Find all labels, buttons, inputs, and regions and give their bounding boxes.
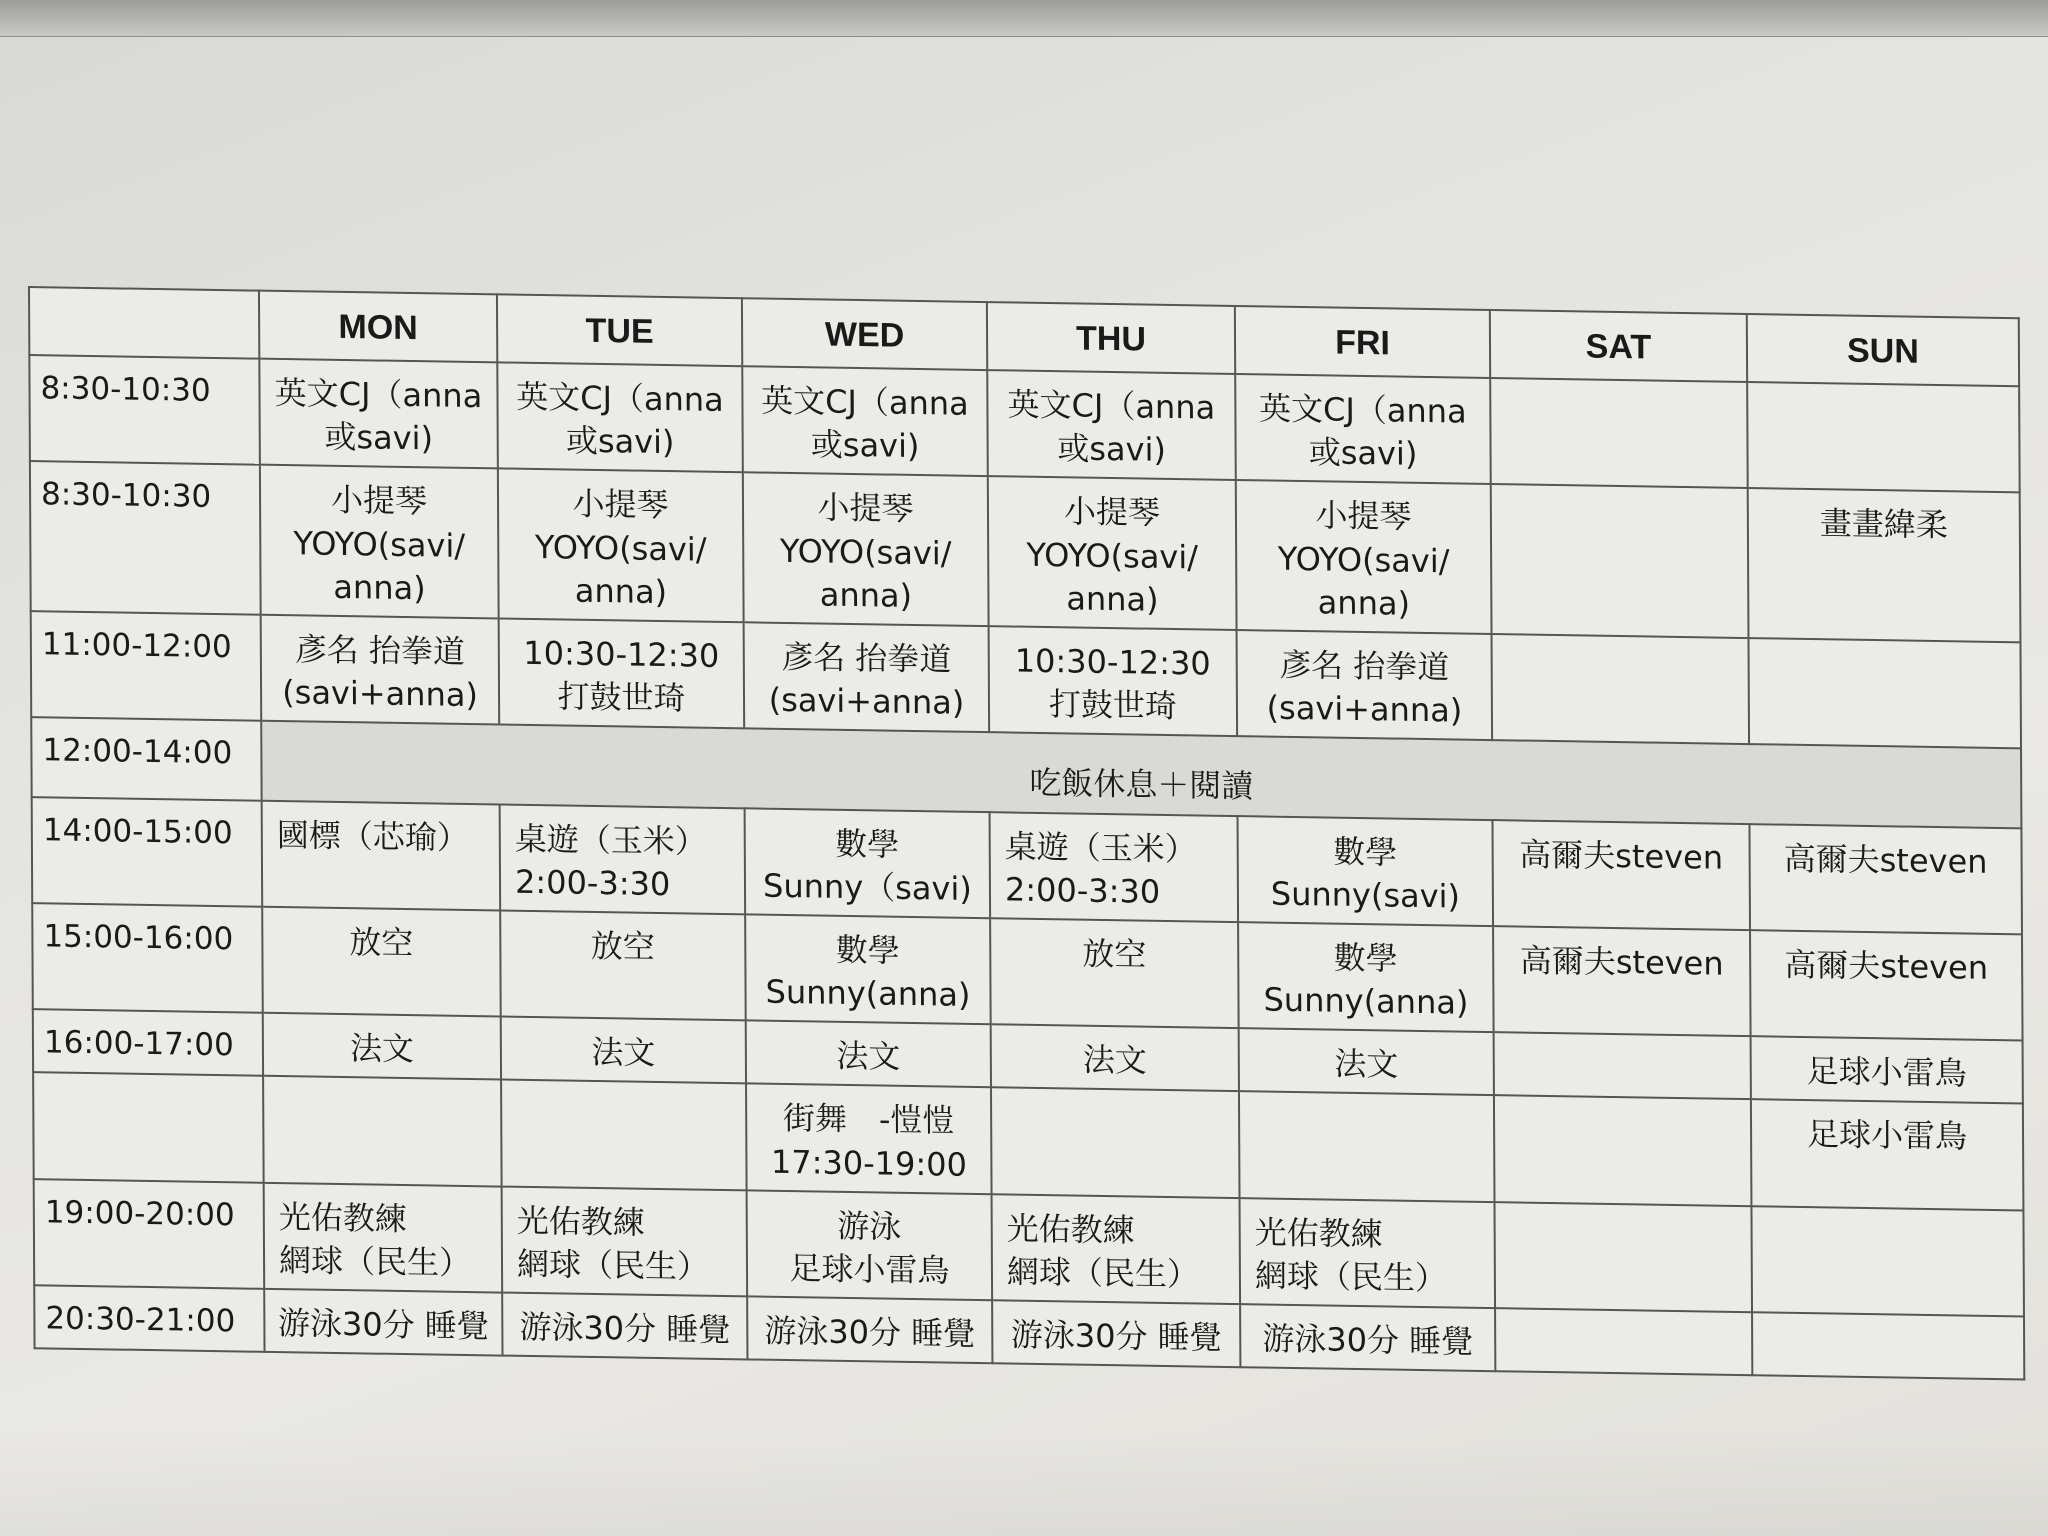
activity-text: 小提琴 (330, 481, 428, 521)
activity-text: 數學 (1333, 832, 1398, 872)
activity-cell-sat (1494, 1202, 1752, 1312)
activity-text: 網球（民生） (516, 1244, 710, 1286)
activity-cell-mon (259, 359, 498, 469)
activity-text: anna) (333, 567, 426, 608)
time-slot-cell: 16:00-17:00 (33, 1009, 263, 1076)
activity-text: 10:30-12:30 (1014, 641, 1211, 683)
activity-text: 英文CJ（anna (1258, 389, 1467, 431)
activity-text: 英文CJ（anna (274, 373, 483, 416)
activity-text: 法文 (349, 1029, 415, 1069)
time-slot-cell: 8:30-10:30 (29, 355, 260, 465)
activity-text: 光佑教練 (278, 1197, 407, 1238)
activity-cell-fri (1239, 1028, 1494, 1095)
day-header-fri: FRI (1235, 306, 1490, 378)
activity-cell-fri (1240, 1198, 1496, 1308)
activity-text: (savi+anna) (282, 673, 478, 715)
activity-cell-tue (501, 1017, 746, 1084)
day-header-sat: SAT (1490, 310, 1747, 382)
activity-cell-mon (264, 1183, 503, 1293)
activity-text: 游泳30分 睡覺 (519, 1308, 731, 1350)
activity-cell-wed (744, 622, 990, 732)
time-slot-cell: 20:30-21:00 (34, 1285, 264, 1352)
activity-text: 放空 (590, 926, 655, 966)
activity-text: YOYO(savi/ (779, 531, 952, 573)
activity-text: 小提琴 (1315, 496, 1412, 537)
activity-text: 2:00-3:30 (1004, 870, 1161, 911)
activity-cell-thu (988, 476, 1237, 629)
activity-text: anna) (1066, 579, 1159, 619)
activity-text: 小提琴 (1063, 492, 1161, 533)
activity-cell-tue (502, 1293, 747, 1360)
activity-text: 17:30-19:00 (770, 1142, 967, 1184)
activity-cell-fri (1238, 922, 1494, 1032)
activity-text: (savi+anna) (768, 680, 965, 722)
activity-text: 光佑教練 (1006, 1209, 1135, 1250)
activity-text: 桌遊（玉米） (1004, 826, 1197, 868)
activity-cell-wed (747, 1297, 992, 1364)
activity-cell-sun (1749, 824, 2022, 935)
activity-text: YOYO(savi/ (1026, 535, 1199, 576)
activity-text: Sunny(savi) (1270, 874, 1461, 916)
day-header-sun: SUN (1747, 314, 2019, 386)
activity-text: 小提琴 (817, 488, 914, 529)
activity-text: 法文 (591, 1033, 656, 1073)
activity-text: 桌遊（玉米） (514, 819, 707, 861)
activity-cell-fri (1240, 1304, 1495, 1371)
activity-text: 或savi) (1057, 429, 1167, 470)
activity-text: 2:00-3:30 (514, 862, 671, 903)
activity-text: 足球小雷鳥 (789, 1249, 950, 1290)
activity-cell-sun (1750, 930, 2023, 1041)
desk-shadow (0, 1430, 2048, 1536)
activity-text: 游泳30分 睡覺 (277, 1304, 489, 1346)
activity-text: 光佑教練 (516, 1201, 645, 1242)
activity-cell-sun (1748, 488, 2021, 642)
time-slot-cell: 14:00-15:00 (32, 797, 263, 907)
activity-text: 足球小雷鳥 (1806, 1115, 1968, 1157)
activity-cell-thu (991, 1024, 1239, 1091)
activity-text: 10:30-12:30 (523, 633, 720, 675)
day-header-tue: TUE (497, 294, 742, 366)
activity-text: 或savi) (324, 417, 434, 458)
activity-cell-tue (500, 804, 746, 914)
activity-text: 或savi) (1308, 433, 1418, 474)
activity-text: 英文CJ（anna (761, 381, 969, 423)
activity-cell-mon (262, 907, 501, 1017)
time-slot-cell: 12:00-14:00 (31, 717, 261, 800)
activity-text: Sunny(anna) (1263, 980, 1469, 1022)
activity-cell-wed (746, 1021, 991, 1088)
activity-cell-wed (747, 1190, 993, 1300)
time-slot-cell: 8:30-10:30 (30, 461, 261, 614)
activity-text: 足球小雷鳥 (1806, 1052, 1967, 1093)
activity-text: 打鼓世琦 (557, 677, 686, 718)
activity-cell-sat (1493, 926, 1751, 1036)
activity-text: 或savi) (810, 425, 920, 466)
activity-text: 高爾夫steven (1519, 834, 1724, 877)
activity-text: 法文 (1334, 1044, 1399, 1084)
activity-text: anna) (1317, 583, 1411, 623)
activity-cell-sun (1751, 1100, 2024, 1211)
activity-cell-sat (1492, 634, 1750, 744)
activity-text: 打鼓世琦 (1048, 685, 1178, 726)
activity-cell-mon (264, 1289, 502, 1356)
activity-text: 網球（民生） (278, 1241, 472, 1283)
day-header-mon: MON (259, 291, 497, 363)
activity-text: 法文 (1082, 1040, 1147, 1080)
activity-cell-sat (1494, 1032, 1751, 1099)
activity-text: 游泳30分 睡覺 (1010, 1315, 1222, 1358)
time-slot-cell: 11:00-12:00 (31, 611, 262, 721)
activity-cell-tue (499, 618, 745, 728)
activity-cell-sat (1491, 484, 1749, 638)
activity-cell-thu (987, 370, 1236, 480)
activity-cell-fri (1238, 816, 1494, 926)
activity-text: 小提琴 (572, 484, 669, 525)
activity-text: 游泳30分 睡覺 (1262, 1319, 1474, 1362)
activity-cell-sat (1492, 820, 1750, 930)
activity-cell-fri (1237, 630, 1493, 740)
activity-text: 英文CJ（anna (1007, 385, 1216, 427)
activity-cell-tue (502, 1186, 748, 1296)
activity-text: anna) (574, 571, 668, 611)
day-header-thu: THU (987, 302, 1235, 374)
activity-cell-tue (498, 469, 744, 622)
activity-text: 放空 (1082, 934, 1147, 974)
activity-cell-tue (500, 910, 746, 1020)
activity-text: (savi+anna) (1266, 688, 1463, 730)
activity-cell-wed (745, 914, 991, 1024)
activity-text: 數學 (1333, 938, 1398, 978)
activity-text: 放空 (349, 922, 414, 963)
activity-text: 網球（民生） (1006, 1252, 1200, 1294)
activity-text: Sunny(anna) (765, 972, 971, 1014)
activity-cell-thu (992, 1194, 1241, 1304)
activity-cell-wed (743, 473, 989, 626)
activity-cell-wed (746, 1084, 992, 1194)
activity-cell-sun (1747, 382, 2020, 493)
activity-cell-wed (742, 366, 988, 476)
activity-cell-fri (1236, 480, 1492, 634)
activity-text: 高爾夫steven (1519, 941, 1724, 983)
activity-text: anna) (819, 575, 913, 615)
lunch-break-cell: 吃飯休息＋閱讀 (261, 721, 2021, 828)
activity-text: 彥名 抬拳道 (1279, 645, 1450, 687)
activity-cell-wed (745, 808, 991, 918)
activity-cell-sun (1751, 1206, 2024, 1317)
activity-cell-mon (260, 465, 499, 618)
activity-cell-thu (989, 626, 1238, 736)
activity-cell-thu (990, 812, 1239, 922)
activity-cell-mon (262, 800, 501, 910)
activity-cell-thu (991, 1088, 1240, 1198)
activity-cell-tue (501, 1080, 747, 1190)
activity-text: 光佑教練 (1254, 1213, 1383, 1254)
activity-cell-thu (992, 1300, 1240, 1367)
activity-text: YOYO(savi/ (534, 527, 707, 569)
activity-text: 彥名 抬拳道 (294, 630, 466, 671)
corner-header-cell (29, 287, 259, 359)
activity-text: 游泳30分 睡覺 (764, 1311, 976, 1354)
activity-cell-tue (497, 362, 743, 472)
activity-cell-sat (1495, 1308, 1752, 1375)
activity-cell-sun (1748, 638, 2021, 749)
activity-cell-fri (1239, 1092, 1495, 1202)
activity-text: YOYO(savi/ (293, 523, 466, 565)
activity-text: 法文 (836, 1037, 901, 1077)
time-slot-cell: 15:00-16:00 (32, 903, 263, 1013)
day-header-wed: WED (742, 298, 987, 370)
activity-text: 畫畫緯柔 (1819, 504, 1948, 545)
activity-text: 國標（芯瑜） (276, 815, 469, 857)
activity-text: 高爾夫steven (1784, 945, 1989, 987)
activity-text: 街舞 -愷愷 (782, 1099, 955, 1141)
time-slot-cell (33, 1073, 264, 1183)
activity-text: 數學 (835, 930, 900, 970)
schedule-body (29, 355, 2024, 1380)
activity-text: 網球（民生） (1254, 1256, 1448, 1298)
weekly-schedule-table (28, 286, 2025, 1381)
activity-cell-sat (1490, 378, 1748, 488)
monitor-top-edge (0, 0, 2048, 37)
activity-cell-sun (1751, 1036, 2023, 1103)
activity-cell-mon (263, 1013, 501, 1080)
activity-cell-mon (263, 1076, 502, 1186)
activity-cell-thu (990, 918, 1239, 1028)
activity-text: YOYO(savi/ (1277, 539, 1450, 580)
activity-cell-sun (1752, 1312, 2024, 1379)
activity-text: 或savi) (565, 421, 675, 462)
activity-text: Sunny（savi) (763, 866, 972, 908)
activity-cell-fri (1235, 374, 1491, 484)
activity-text: 游泳 (837, 1206, 902, 1246)
activity-text: 彥名 抬拳道 (781, 637, 952, 679)
activity-text: 英文CJ（anna (516, 377, 724, 419)
time-slot-cell: 19:00-20:00 (34, 1179, 265, 1289)
activity-cell-sat (1494, 1096, 1752, 1206)
activity-text: 數學 (835, 824, 900, 864)
activity-cell-mon (261, 615, 500, 725)
activity-text: 高爾夫steven (1783, 839, 1988, 881)
